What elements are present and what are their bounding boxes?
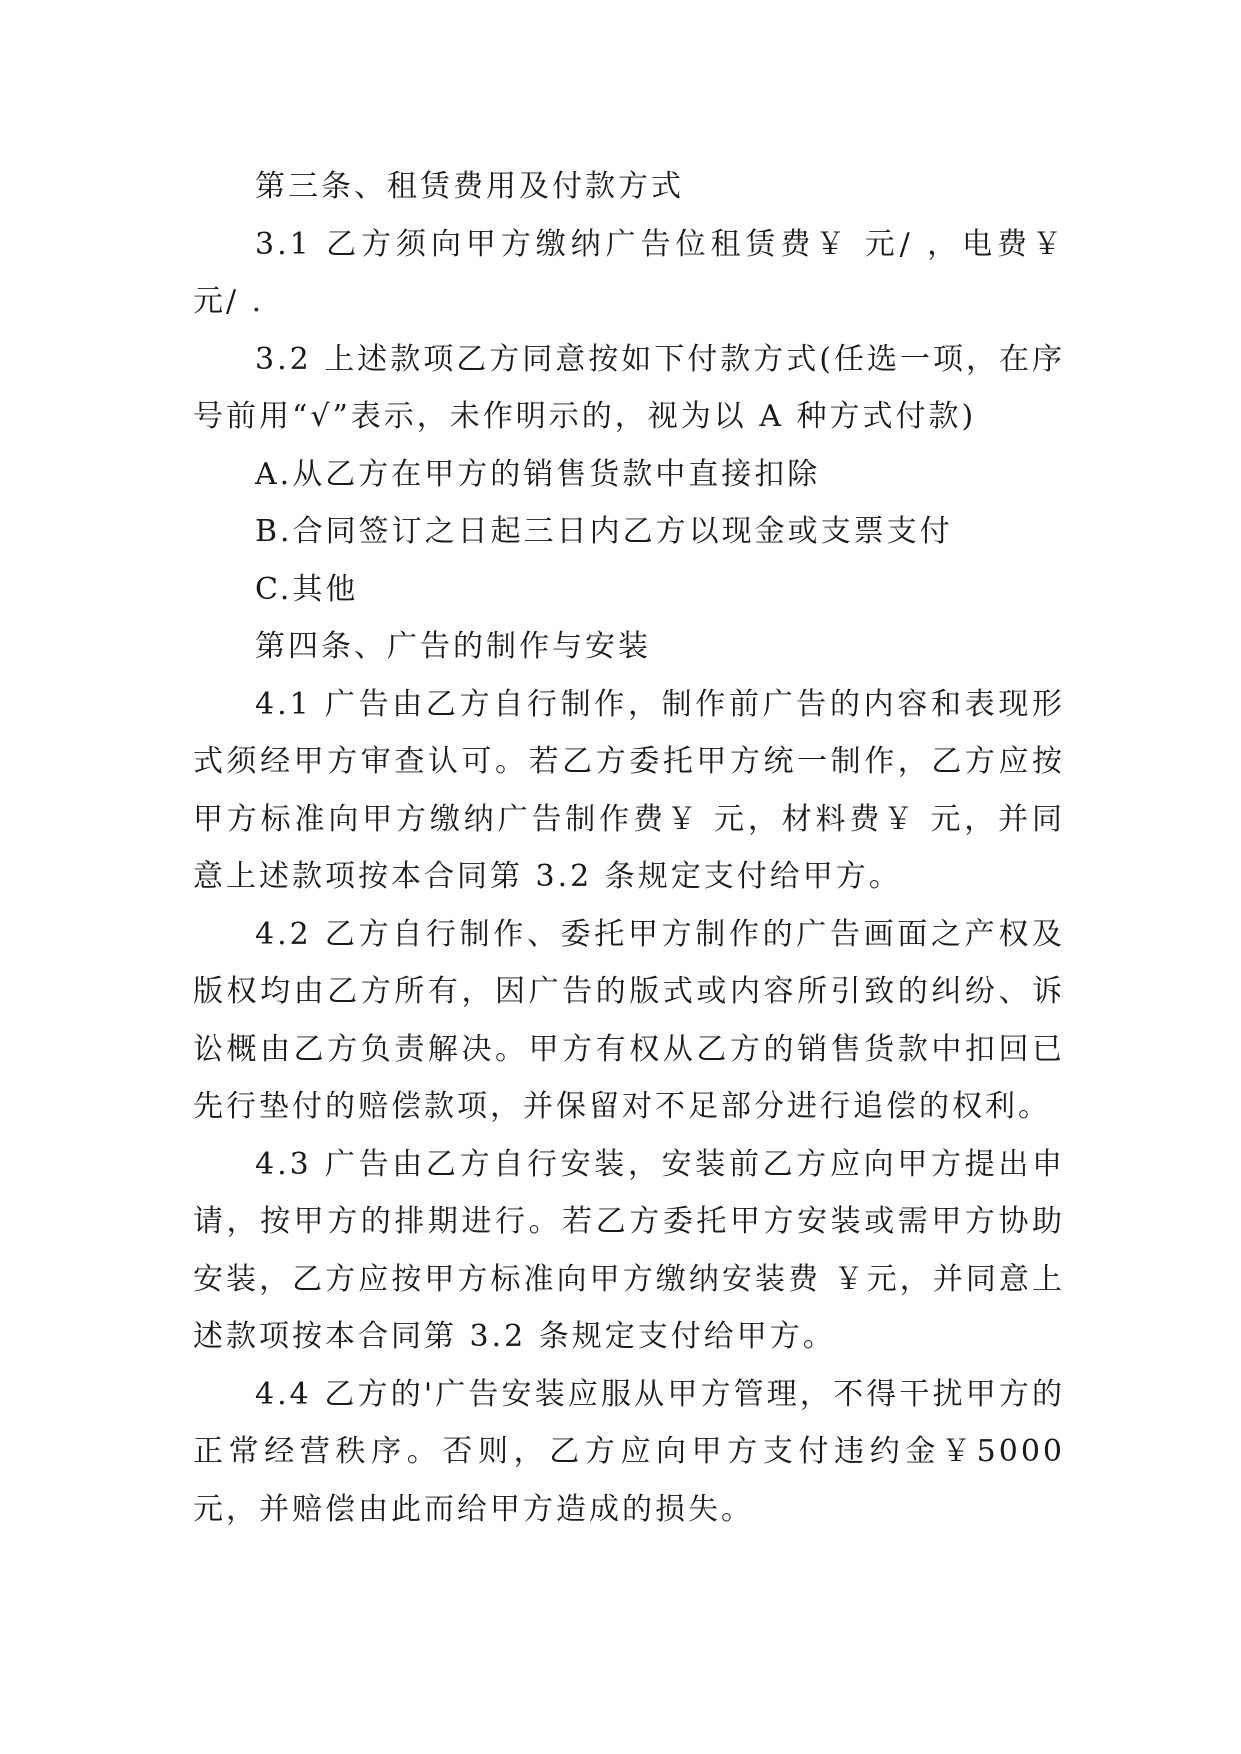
clause-3-2: 3.2 上述款项乙方同意按如下付款方式(任选一项，在序号前用“√”表示，未作明示的，视为以 A 种方式付款) bbox=[193, 341, 1065, 434]
clause-3-1: 3.1 乙方须向甲方缴纳广告位租赁费￥ 元/ ，电费￥ 元/ . bbox=[193, 226, 1065, 319]
article-4-heading: 第四条、广告的制作与安装 bbox=[255, 629, 651, 664]
clause-4-4: 4.4 乙方的'广告安装应服从甲方管理，不得干扰甲方的正常经营秩序。否则，乙方应向甲方支付违约金￥5000 元，并赔偿由此而给甲方造成的损失。 bbox=[193, 1376, 1065, 1527]
clause-4-1: 4.1 广告由乙方自行制作，制作前广告的内容和表现形式须经甲方审查认可。若乙方委托甲方统一制作，乙方应按甲方标准向甲方缴纳广告制作费￥ 元，材料费￥ 元，并同意上述款项按本合同第 3.2 条规定支付给甲方。 bbox=[193, 686, 1065, 894]
article-3-heading: 第三条、租赁费用及付款方式 bbox=[255, 169, 684, 204]
clause-4-2: 4.2 乙方自行制作、委托甲方制作的广告画面之产权及版权均由乙方所有，因广告的版式或内容所引致的纠纷、诉讼概由乙方负责解决。甲方有权从乙方的销售货款中扣回已先行垫付的赔偿款项，并保留对不足部分进行追偿的权利。 bbox=[193, 916, 1065, 1124]
option-c: C.其他 bbox=[255, 571, 359, 607]
clause-4-3: 4.3 广告由乙方自行安装，安装前乙方应向甲方提出申请，按甲方的排期进行。若乙方委托甲方安装或需甲方协助安装，乙方应按甲方标准向甲方缴纳安装费 ￥元，并同意上述款项按本合同第 3.2 条规定支付给甲方。 bbox=[193, 1146, 1065, 1354]
option-b: B.合同签订之日起三日内乙方以现金或支票支付 bbox=[255, 514, 953, 549]
option-a: A.从乙方在甲方的销售货款中直接扣除 bbox=[255, 456, 821, 492]
document-body bbox=[193, 158, 1065, 1538]
